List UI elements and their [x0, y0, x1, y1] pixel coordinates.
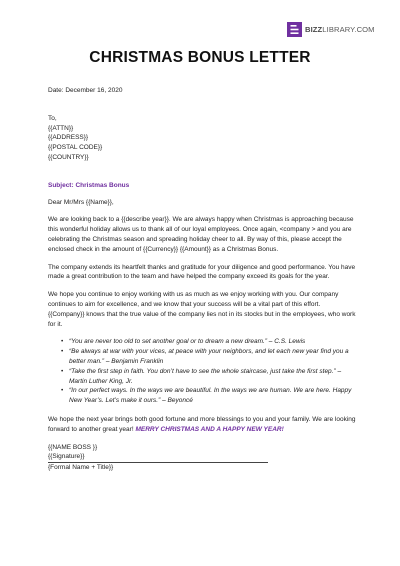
salutation: Dear Mr/Mrs {{Name}}, — [48, 198, 114, 206]
bizzlibrary-logo-icon — [287, 22, 302, 37]
signature-placeholder: {{Signature}} — [48, 453, 85, 461]
body-paragraph: We are looking back to a {{describe year}}. We are always happy when Christmas is approaching because this wonderful holiday allows us to thank all of our loyal employees. Once again, <company > and you are celebrating the Christmas season and spreading holiday cheer to all. By way of this, please accept the enclosed check in the amount of {{Currency}} {{Amount}} as a Christmas Bonus. — [48, 216, 354, 253]
brand-logo[interactable] — [287, 22, 375, 37]
formal-name-placeholder: {Formal Name + Title}} — [48, 464, 114, 472]
letter-date: Date: December 16, 2020 — [48, 87, 123, 94]
body-paragraph: We hope you continue to enjoy working with us as much as we enjoy working with you. Our company continues to aim for excellence, and we know that your success will be a vital part of this effort. {{Company}} knows that the true value of the company lies not in its stocks but in the employees, who work for it. — [48, 291, 356, 328]
quote-list — [48, 337, 358, 406]
page-title: CHRISTMAS BONUS LETTER — [89, 49, 311, 66]
closing-text: We hope the next year brings both good fortune and more blessings to you and your family. We are looking forward to another great year! — [48, 415, 356, 433]
quote-item: • “In our perfect ways. In the ways we are beautiful. In the ways we are human. We are here. Happy New Year’s. Let’s make it ours.” – Beyoncé — [69, 386, 358, 406]
subject-line: Subject: Christmas Bonus — [48, 181, 130, 189]
boss-name-placeholder: {{NAME BOSS }} — [48, 443, 98, 451]
address-line: {{COUNTRY}} — [48, 153, 89, 161]
address-line: {{ADDRESS}} — [48, 134, 89, 142]
brand-name-rest: LIBRARY.COM — [322, 25, 375, 34]
address-line: {{ATTN}} — [48, 124, 74, 132]
quote-item: • “You are never too old to set another goal or to dream a new dream.” – C.S. Lewis — [69, 337, 358, 347]
closing-paragraph — [48, 415, 358, 435]
brand-name-bold: BIZZ — [305, 25, 323, 34]
quote-item: • “Take the first step in faith. You don’t have to see the whole staircase, just take the first step.” – Martin Luther King, Jr. — [69, 367, 358, 387]
holiday-greeting: MERRY CHRISTMAS AND A HAPPY NEW YEAR! — [135, 425, 284, 433]
address-line: {{POSTAL CODE}} — [48, 144, 103, 152]
address-line: To, — [48, 114, 57, 122]
quote-item: • “Be always at war with your vices, at peace with your neighbors, and let each new year find you a better man.” – Benjamin Franklin — [69, 347, 358, 367]
body-paragraph: The company extends its heartfelt thanks and gratitude for your diligence and good performance. You have made a great contribution to the team and have helped the company exceed its goals for the year. — [48, 263, 356, 281]
signature-block — [48, 443, 358, 473]
address-block — [48, 114, 358, 163]
letter-body — [48, 86, 358, 473]
brand-name — [305, 25, 375, 34]
